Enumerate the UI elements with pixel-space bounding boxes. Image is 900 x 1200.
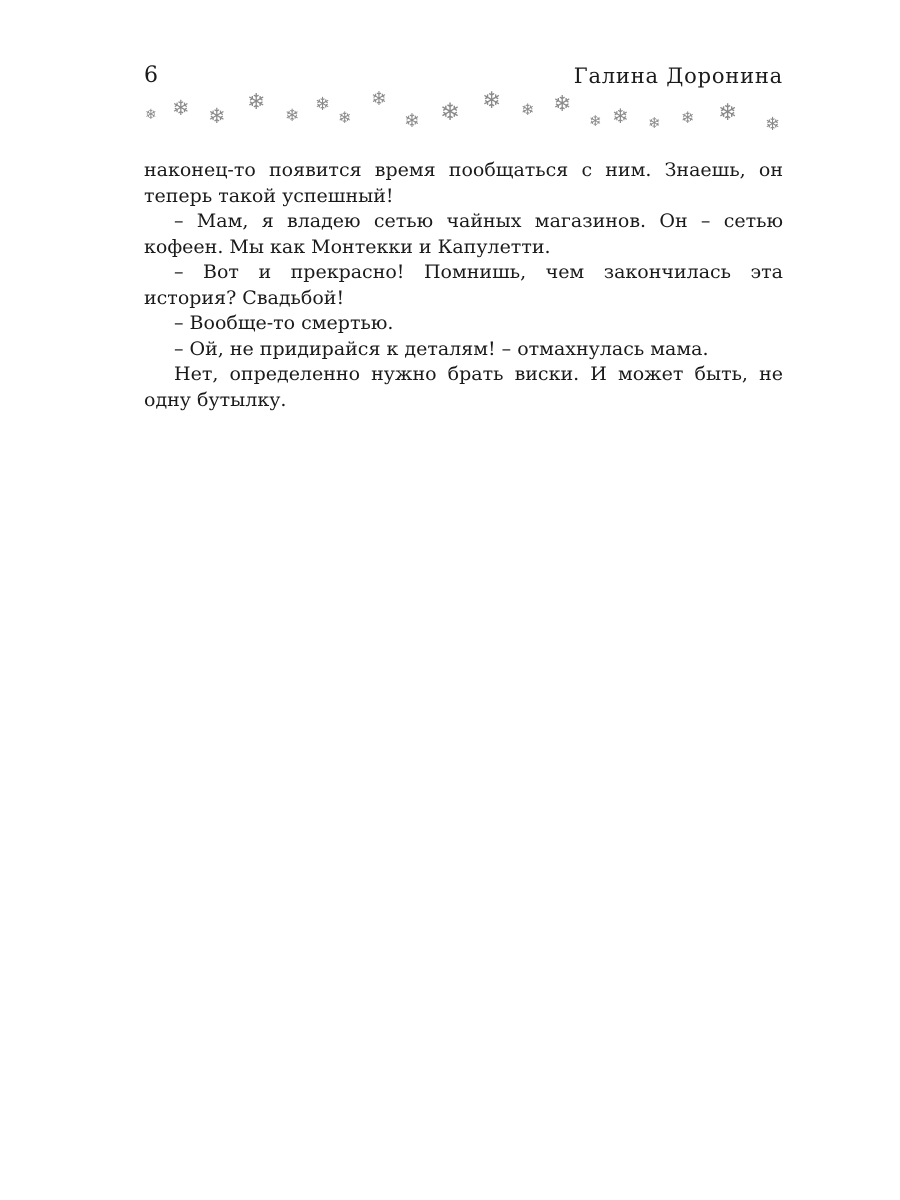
body-text <box>144 158 783 413</box>
snowflake-ornament <box>140 86 790 138</box>
snowflake-icon: ❄ <box>648 114 661 132</box>
snowflake-icon: ❄ <box>440 98 461 126</box>
snowflake-icon: ❄ <box>589 112 602 130</box>
snowflake-icon: ❄ <box>172 96 190 120</box>
snowflake-icon: ❄ <box>285 106 300 126</box>
snowflake-icon: ❄ <box>765 114 781 135</box>
snowflake-icon: ❄ <box>553 92 572 117</box>
snowflake-icon: ❄ <box>247 90 266 115</box>
paragraph: – Вот и прекрасно! Помнишь, чем закончилась эта история? Свадьбой! <box>144 261 783 309</box>
paragraph: – Вообще-то смертью. <box>174 312 394 334</box>
snowflake-icon: ❄ <box>404 110 420 132</box>
snowflake-icon: ❄ <box>371 88 387 110</box>
running-head-author: Галина Доронина <box>573 64 783 88</box>
paragraph: наконец-то появится время пообщаться с ним. Знаешь, он теперь такой успешный! <box>144 159 783 207</box>
paragraph: Нет, определенно нужно брать виски. И может быть, не одну бутылку. <box>144 363 783 411</box>
snowflake-icon: ❄ <box>718 100 738 126</box>
snowflake-icon: ❄ <box>482 88 502 114</box>
snowflake-icon: ❄ <box>315 94 331 115</box>
paragraph: – Мам, я владею сетью чайных магазинов. Он – сетью кофеен. Мы как Монтекки и Капулетти. <box>144 210 783 258</box>
snowflake-icon: ❄ <box>521 100 535 119</box>
page-number: 6 <box>144 63 158 88</box>
snowflake-icon: ❄ <box>208 104 226 128</box>
snowflake-icon: ❄ <box>338 108 352 127</box>
paragraph: – Ой, не придирайся к деталям! – отмахнулась мама. <box>174 337 709 360</box>
snowflake-icon: ❄ <box>145 107 157 123</box>
snowflake-icon: ❄ <box>612 104 629 128</box>
snowflake-icon: ❄ <box>681 108 695 127</box>
